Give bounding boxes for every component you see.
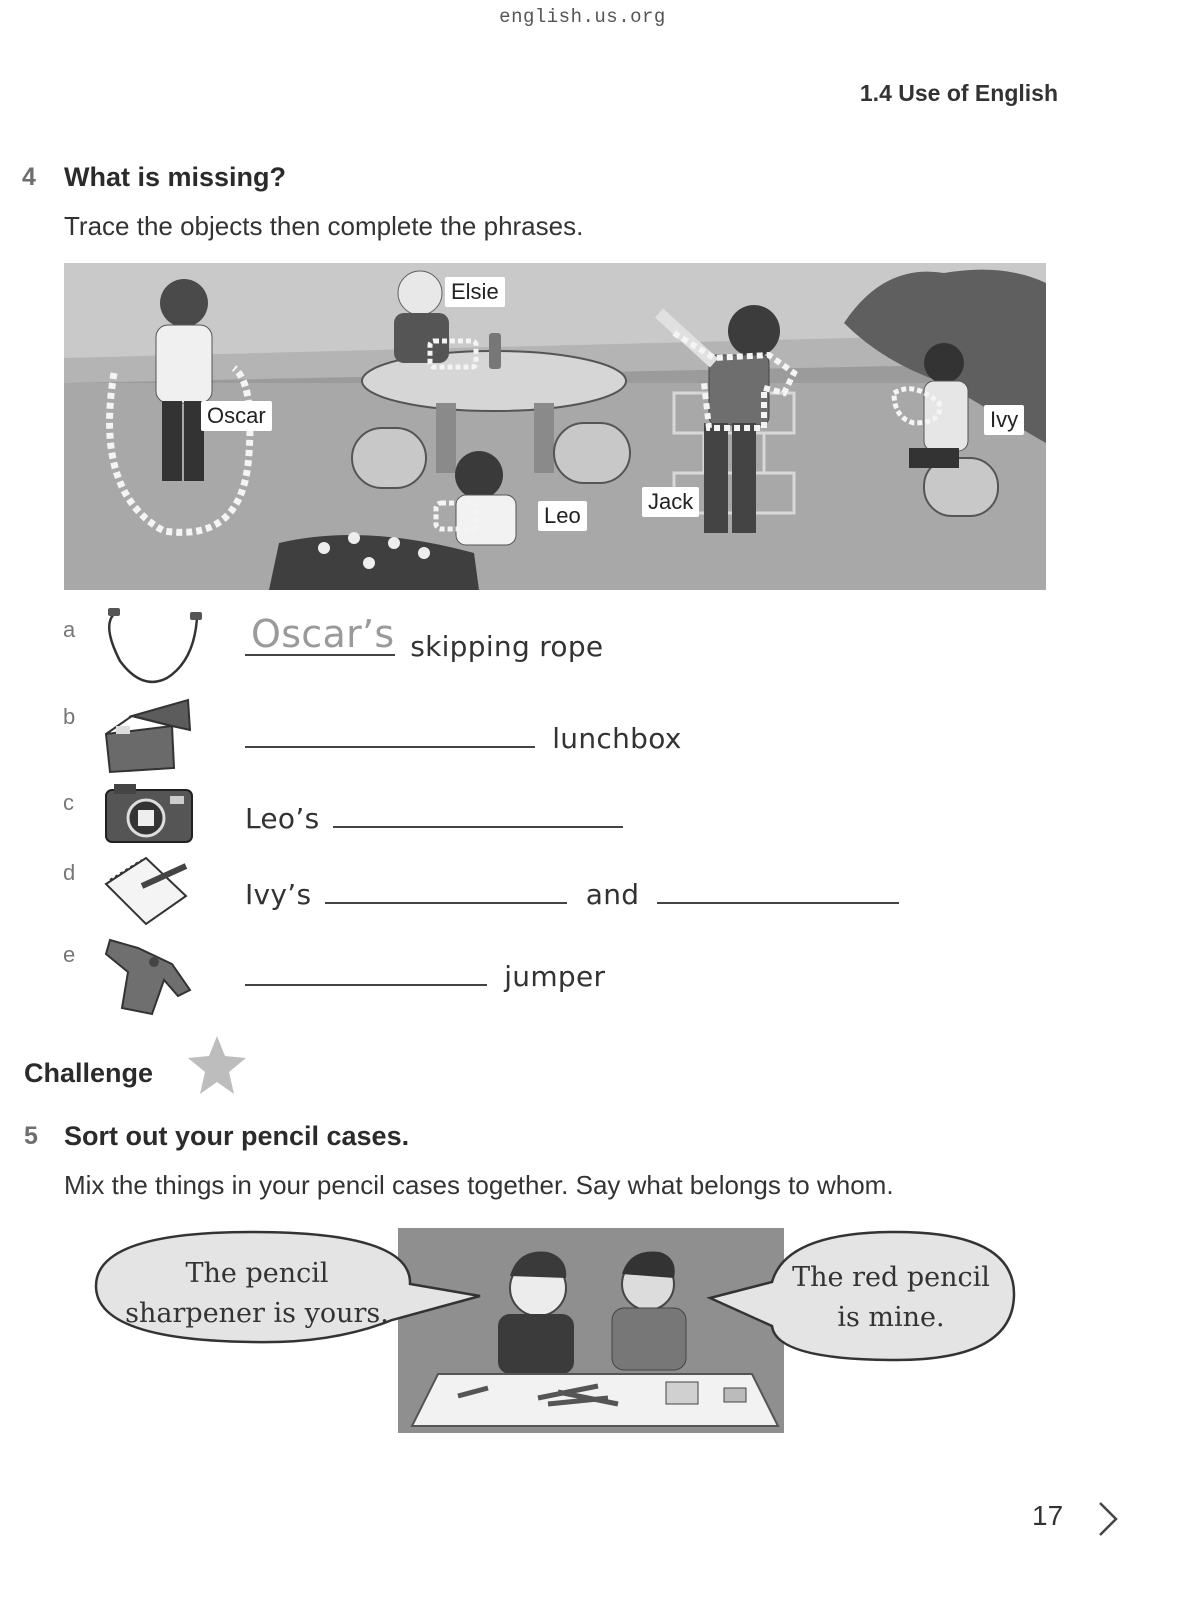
- notepad-pencil-icon: [102, 854, 190, 933]
- name-tag-leo: Leo: [538, 501, 587, 531]
- bubble-right-line-1: The red pencil: [792, 1262, 990, 1293]
- exercise-5-instruction: Mix the things in your pencil cases together. Say what belongs to whom.: [64, 1170, 894, 1200]
- phrase-b-suffix: lunchbox: [552, 722, 682, 755]
- phrase-a-suffix: skipping rope: [410, 630, 604, 663]
- star-icon: [186, 1034, 248, 1101]
- phrase-e: [245, 958, 605, 993]
- skipping-rope-icon: [102, 606, 202, 693]
- phrase-c-prefix: Leo’s: [245, 802, 320, 835]
- phrase-c: [245, 800, 623, 835]
- camera-icon: [104, 780, 194, 851]
- jumper-icon: [102, 934, 194, 1021]
- section-label: 1.4 Use of English: [859, 80, 1058, 106]
- name-tag-ivy: Ivy: [984, 405, 1024, 435]
- exercise-4-number: 4: [22, 163, 36, 191]
- challenge-heading: Challenge: [24, 1058, 154, 1088]
- answer-blank-c[interactable]: [333, 800, 623, 828]
- name-tag-elsie: Elsie: [445, 277, 505, 307]
- phrase-a: [245, 612, 604, 663]
- bubble-right-line-2: is mine.: [837, 1302, 945, 1333]
- item-letter-b: b: [63, 704, 76, 729]
- item-letter-d: d: [63, 860, 76, 885]
- name-tag-jack: Jack: [642, 487, 699, 517]
- watermark: english.us.org: [499, 6, 666, 28]
- phrase-e-suffix: jumper: [504, 960, 606, 993]
- phrase-b: [245, 720, 682, 755]
- exercise-5-title: Sort out your pencil cases.: [64, 1121, 410, 1151]
- item-letter-e: e: [63, 942, 76, 967]
- answer-blank-e[interactable]: [245, 958, 487, 986]
- item-letter-c: c: [63, 790, 74, 815]
- lunchbox-icon: [102, 696, 194, 779]
- exercise-4-instruction: Trace the objects then complete the phrases.: [64, 211, 584, 241]
- item-letter-a: a: [63, 617, 76, 642]
- phrase-d: [245, 876, 899, 911]
- speech-bubble-left: [92, 1228, 482, 1353]
- bubble-left-line-1: The pencil: [185, 1258, 329, 1289]
- exercise-4-title: What is missing?: [64, 162, 287, 192]
- answer-blank-b[interactable]: [245, 720, 535, 748]
- name-tag-oscar: Oscar: [201, 401, 272, 431]
- answer-blank-d2[interactable]: [657, 876, 899, 904]
- exercise-5-number: 5: [24, 1122, 38, 1150]
- phrase-d-and: and: [585, 878, 640, 911]
- playground-illustration: [64, 263, 1046, 590]
- bubble-left-line-2: sharpener is yours.: [125, 1298, 389, 1329]
- next-page-chevron-icon[interactable]: [1096, 1500, 1120, 1543]
- page-number: 17: [1032, 1500, 1064, 1531]
- speech-bubble-right: [706, 1228, 1018, 1369]
- phrase-d-prefix: Ivy’s: [245, 878, 312, 911]
- traced-answer-a: Oscar’s: [251, 612, 395, 656]
- answer-blank-d1[interactable]: [325, 876, 567, 904]
- answer-blank-a[interactable]: [245, 612, 395, 656]
